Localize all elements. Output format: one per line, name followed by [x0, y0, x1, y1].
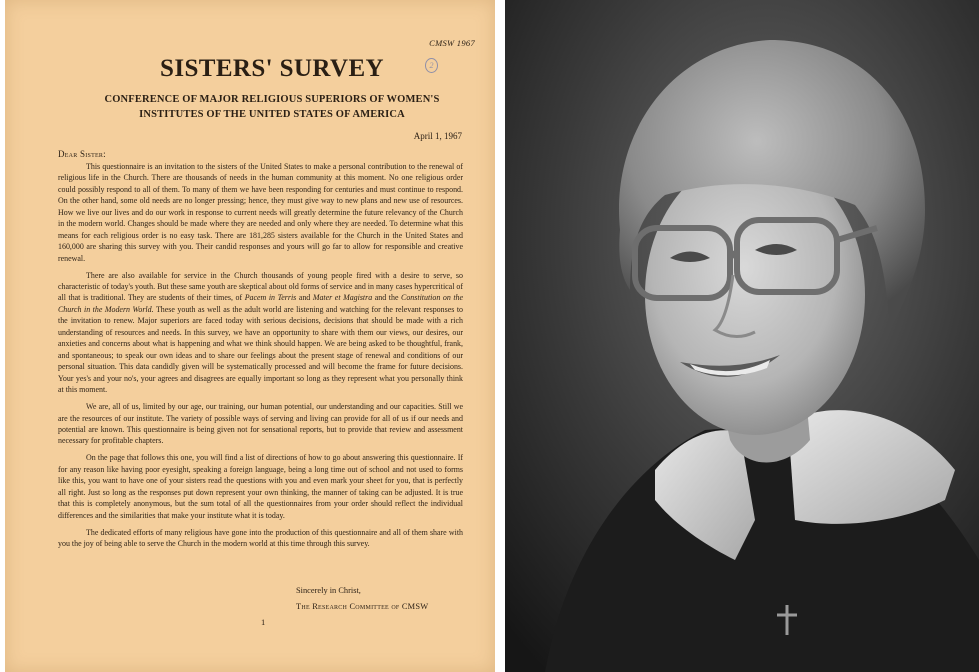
closing-phrase: Sincerely in Christ,	[296, 586, 361, 595]
conference-line-1: CONFERENCE OF MAJOR RELIGIOUS SUPERIORS OF WOMEN'S	[104, 94, 440, 105]
paragraph-1: This questionnaire is an invitation to the sisters of the United States to make a personal contribution to the renewal of religious life in the Church. There are thousands of needs in the human community at this moment. No one religious order could possibly respond to all of them. To many of them we have been responding for centuries and must continue to respond. On the other hand, some old needs are no longer pressing; hence, they must give way to new plans and new use of resources. How we live our lives and do our work in response to current needs will greatly determine the future relevancy of the Church in the modern world. Changes should be made where they are needed and only where they are needed. To determine what this means for each religious order is no easy task. There are 181,285 sisters available for the Church in the United States and 160,000 are sharing this survey with you. Their candid responses and yours will go far to allow for responsible and creative renewal.	[58, 162, 463, 263]
and-the-words: and the	[374, 293, 399, 303]
signature: The Research Committee of CMSW	[296, 602, 429, 611]
paragraph-4: On the page that follows this one, you will find a list of directions of how to go about answering this questionnaire. If for any reason like having poor eyesight, speaking a foreign language, being a long time out of school and not used to forms like this, you want to have one of your sisters read the questions with you and even mark your sheet for you, that is perfectly all right. Just so long as the responses put down represent your own thinking, the manner of taking can be adjusted. It is true that this is completely anonymous, but the sum total of all the questionnaires from your order should reflect the individual differences and the similarities that make your institute what it is today.	[58, 453, 463, 520]
paragraph-5: The dedicated efforts of many religious have gone into the production of this questionnaire and all of them share with you the joy of being able to serve the Church in the modern world at this time through this survey.	[58, 527, 463, 549]
document-code: CMSW 1967	[429, 38, 475, 48]
portrait-photo	[505, 0, 979, 672]
image-divider	[495, 0, 505, 672]
paragraph-3: We are, all of us, limited by our age, our training, our human potential, our understanding and our capacities. Still we are the resources of our institute. The variety of possible ways of serving and living can provide for all of us if our needs and potential are known. This questionnaire is being given not for sensational reports, but to provide that review and assessment necessary for profitable chapters.	[58, 402, 463, 446]
salutation: Dear Sister:	[58, 149, 106, 159]
survey-letter-page	[5, 0, 495, 672]
and-word: and	[298, 293, 311, 303]
portrait-illustration	[505, 0, 979, 672]
paragraph-2-text-b: These youth as well as the adult world are listening and watching for the relevant responses to the invitation to renew. Major superiors are faced today with serious decisions, decisions that should be made with a rich understanding of resources and needs. In this survey, we have an opportunity to share with them our views, our desires, our anxieties and concerns about what is happening and what we think should happen. We are being asked to be thoughtful, frank, and spontaneous; to speak our own ideas and to share our feelings about the present stage of renewal and conditions of our personal situation. This data candidly given will be systematically processed and will become the frame for future decisions. Your yes's and your no's, your agrees and disagrees are equally important so long as they represent what you personally think at this moment.	[58, 304, 463, 395]
letter-date: April 1, 1967	[413, 131, 462, 141]
letter-closing	[296, 583, 428, 615]
paragraph-2	[58, 270, 463, 396]
handwritten-margin-mark: 2	[425, 58, 438, 73]
mater-et-magistra-title: Mater et Magistra	[312, 293, 373, 303]
pacem-in-terris-title: Pacem in Terris	[244, 293, 297, 303]
constitution-title: Constitution on the Church in the Modern World.	[58, 293, 464, 314]
page-number: 1	[261, 617, 266, 627]
conference-line-2: INSTITUTES OF THE UNITED STATES OF AMERICA	[139, 109, 405, 120]
letter-body	[58, 161, 463, 555]
document-title: SISTERS' SURVEY	[160, 55, 384, 82]
paragraph-2-text-a: There are also available for service in the Church thousands of young people fired with a desire to serve, so characteristic of today's youth. But these same youth are skeptical about old forms of service and in many cases hypercritical of all that is traditional. They are students of their times, of	[58, 270, 464, 303]
conference-name	[27, 92, 495, 122]
